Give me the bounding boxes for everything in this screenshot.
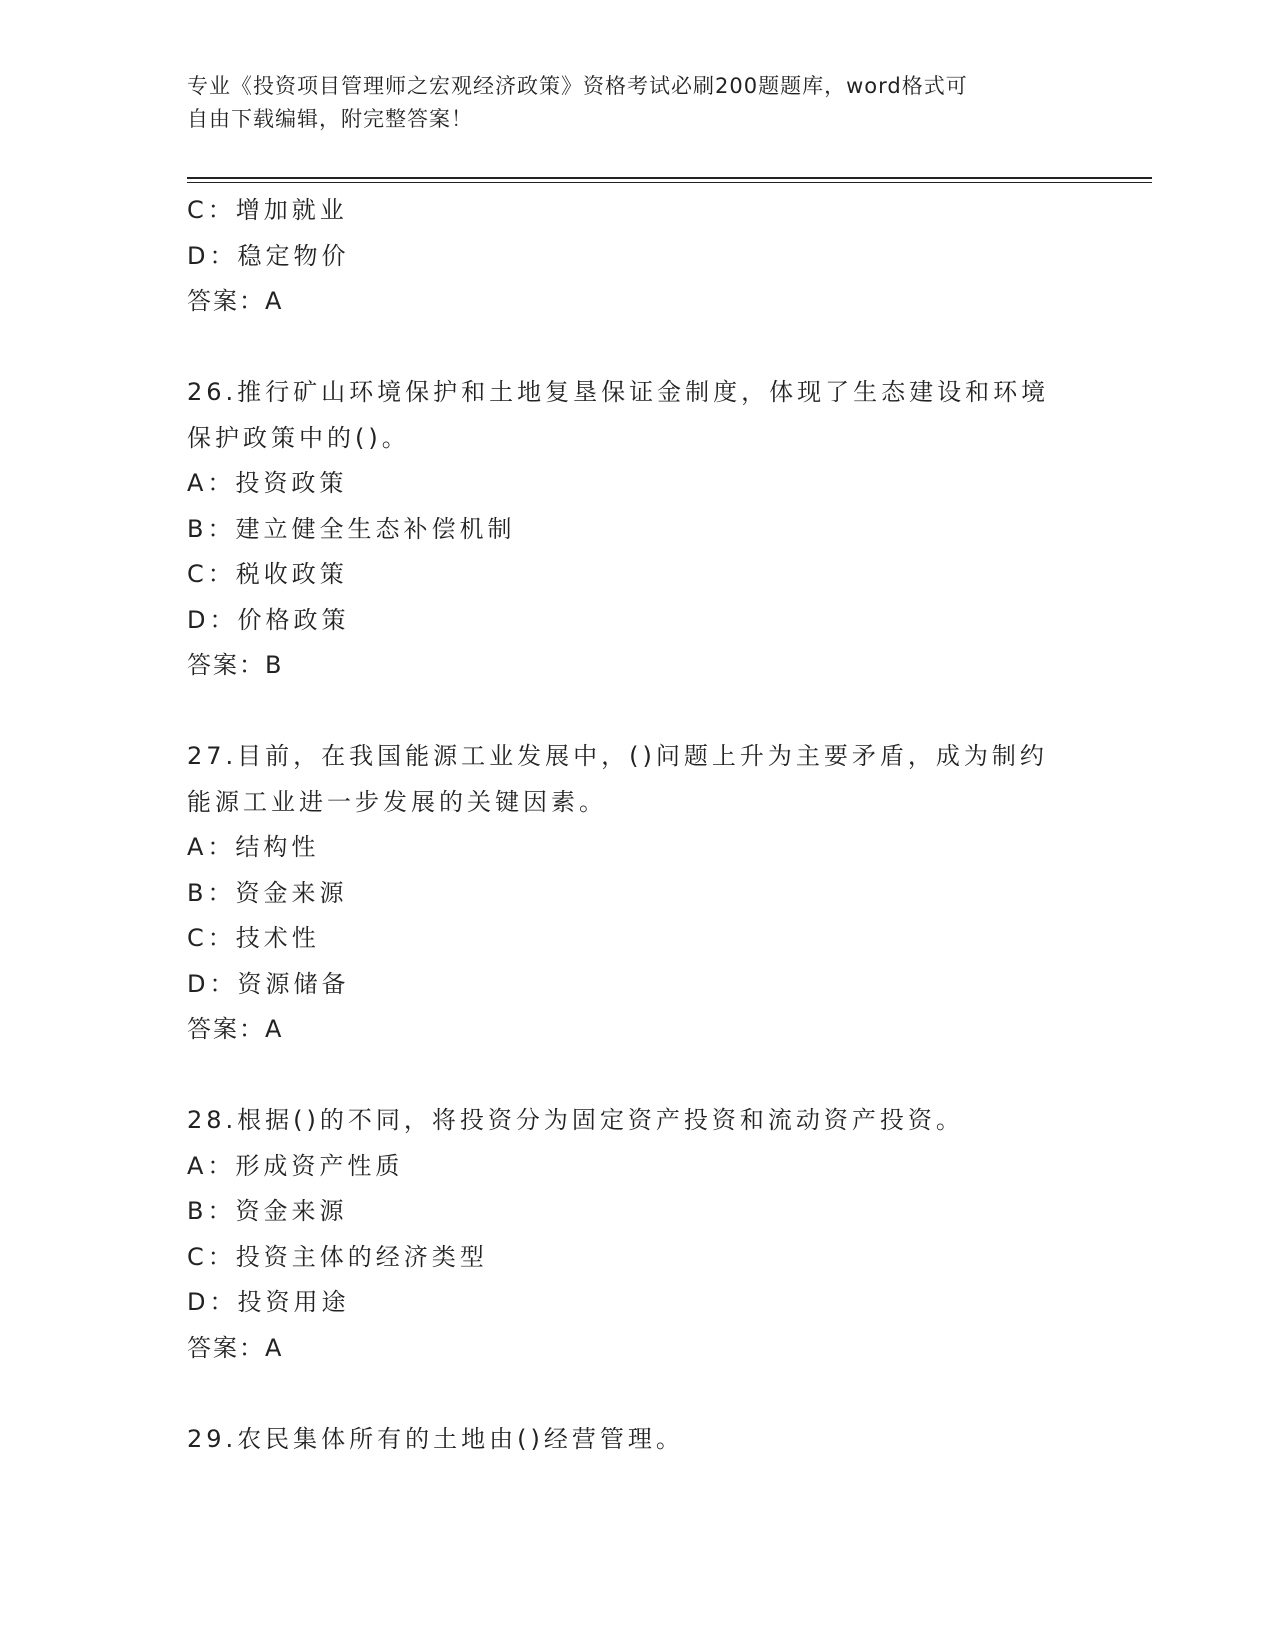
spacer xyxy=(187,689,1087,735)
q28-option-a: A：形成资产性质 xyxy=(187,1151,404,1180)
q25-option-c: C：增加就业 xyxy=(187,196,348,224)
spacer xyxy=(187,325,1087,371)
q28-option-c: C：投资主体的经济类型 xyxy=(187,1242,488,1271)
q26-answer: 答案：B xyxy=(187,651,284,679)
q28-stem-line-1: 28.根据()的不同，将投资分为固定资产投资和流动资产投资。 xyxy=(187,1106,964,1134)
header-rule-thin xyxy=(187,182,1152,183)
q26-option-d: D：价格政策 xyxy=(187,605,350,634)
q29-stem-line-1: 29.农民集体所有的土地由()经营管理。 xyxy=(187,1424,684,1453)
q26-option-c: C：税收政策 xyxy=(187,560,348,588)
q27-option-b: B：资金来源 xyxy=(187,878,348,907)
q27-stem-line-1: 27.目前，在我国能源工业发展中，()问题上升为主要矛盾，成为制约 xyxy=(187,742,1048,770)
header-line-1: 专业《投资项目管理师之宏观经济政策》资格考试必刷200题题库，word格式可 xyxy=(187,74,968,98)
q25-option-d: D：稳定物价 xyxy=(187,241,350,270)
q26-option-b: B：建立健全生态补偿机制 xyxy=(187,514,516,543)
q26-stem-line-2: 保护政策中的()。 xyxy=(187,423,410,452)
q25-answer: 答案：A xyxy=(187,287,284,315)
spacer xyxy=(187,1371,1087,1417)
header-rule-thick xyxy=(187,177,1152,179)
question-list xyxy=(187,188,1087,1462)
q28-option-b: B：资金来源 xyxy=(187,1197,348,1225)
page-header xyxy=(187,70,1067,136)
q28-option-d: D：投资用途 xyxy=(187,1288,350,1316)
q26-stem-line-1: 26.推行矿山环境保护和土地复垦保证金制度，体现了生态建设和环境 xyxy=(187,378,1050,406)
q27-option-d: D：资源储备 xyxy=(187,969,350,998)
q28-answer: 答案：A xyxy=(187,1333,284,1362)
header-line-2: 自由下载编辑，附完整答案！ xyxy=(187,107,473,131)
spacer xyxy=(187,1053,1087,1099)
q27-option-a: A：结构性 xyxy=(187,833,320,861)
q27-option-c: C：技术性 xyxy=(187,924,320,952)
q27-answer: 答案：A xyxy=(187,1015,284,1043)
q26-option-a: A：投资政策 xyxy=(187,469,348,497)
q27-stem-line-2: 能源工业进一步发展的关键因素。 xyxy=(187,787,607,816)
